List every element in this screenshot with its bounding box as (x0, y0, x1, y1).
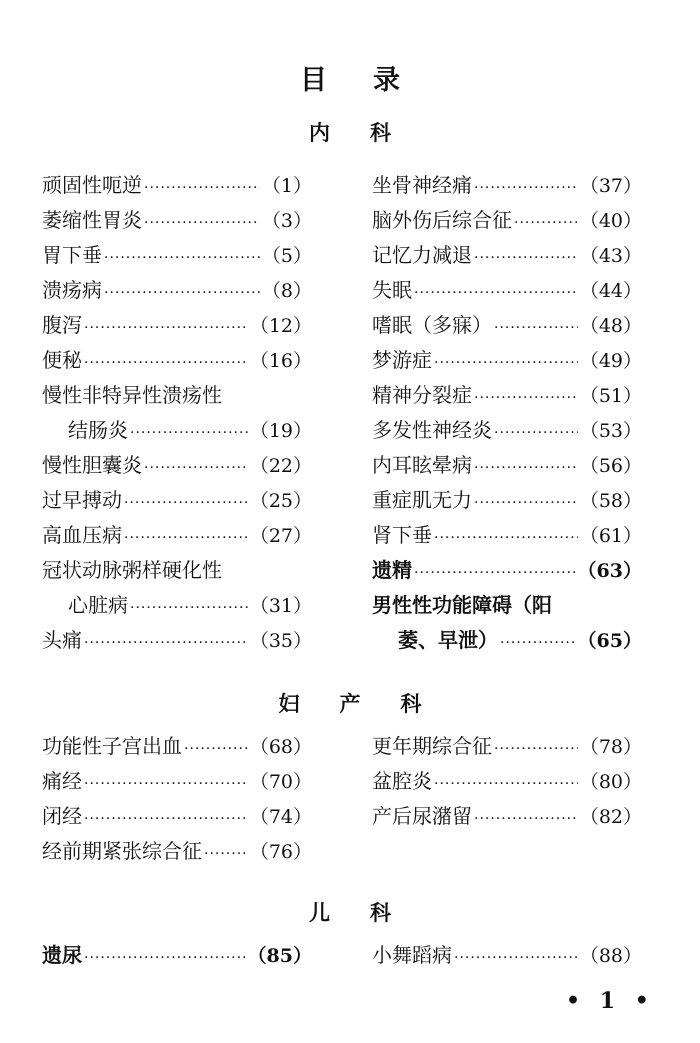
toc-entry[interactable] (372, 273, 642, 308)
toc-entry[interactable] (372, 343, 642, 378)
leader-dots (414, 556, 576, 591)
leader-dots (474, 486, 578, 521)
toc-entry[interactable] (372, 308, 642, 343)
entry-title: 萎缩性胃炎 (42, 208, 142, 232)
toc-entry-first-line[interactable]: 慢性非特异性溃疡性 (42, 383, 222, 407)
entry-title: 闭经 (42, 804, 82, 828)
toc-entry[interactable] (372, 378, 642, 413)
entry-page: （22） (249, 455, 312, 477)
entry-page: （31） (249, 595, 312, 617)
entry-title: 心脏病 (68, 593, 128, 617)
toc-entry[interactable] (42, 483, 312, 518)
entry-title: 梦游症 (372, 348, 432, 372)
entry-title: 内耳眩晕病 (372, 453, 472, 477)
toc-column-fuchanke-right (372, 729, 642, 834)
toc-entry[interactable] (372, 938, 642, 973)
entry-page: （68） (249, 736, 312, 758)
leader-dots (184, 732, 248, 767)
entry-title: 小舞蹈病 (372, 943, 452, 967)
entry-title: 头痛 (42, 628, 82, 652)
page-number: • 1 • (566, 988, 655, 1014)
entry-title: 遗精 (372, 558, 412, 582)
toc-entry[interactable] (372, 764, 642, 799)
toc-entry[interactable] (372, 799, 642, 834)
entry-title: 便秘 (42, 348, 82, 372)
toc-entry[interactable] (42, 168, 312, 203)
section-title-neike: 内科 (309, 120, 431, 145)
toc-entry[interactable] (42, 938, 312, 973)
entry-page: （49） (579, 350, 642, 372)
leader-dots (84, 941, 246, 976)
toc-column-neike-left (42, 168, 312, 658)
leader-dots (104, 241, 260, 276)
leader-dots (124, 486, 248, 521)
entry-page: （70） (249, 771, 312, 793)
toc-entry[interactable] (372, 623, 642, 658)
toc-entry[interactable] (42, 518, 312, 553)
entry-page: （74） (249, 806, 312, 828)
entry-page: （16） (249, 350, 312, 372)
entry-title: 结肠炎 (68, 418, 128, 442)
entry-title: 脑外伤后综合征 (372, 208, 512, 232)
toc-entry[interactable] (42, 623, 312, 658)
entry-page: （85） (247, 945, 312, 967)
toc-entry[interactable] (372, 238, 642, 273)
leader-dots (474, 802, 578, 837)
leader-dots (474, 451, 578, 486)
entry-title: 高血压病 (42, 523, 122, 547)
entry-title: 慢性胆囊炎 (42, 453, 142, 477)
leader-dots (84, 767, 248, 802)
entry-page: （61） (579, 525, 642, 547)
entry-page: （1） (261, 175, 312, 197)
entry-title: 过早搏动 (42, 488, 122, 512)
leader-dots (494, 416, 578, 451)
entry-title: 经前期紧张综合征 (42, 839, 202, 863)
leader-dots (414, 276, 578, 311)
toc-entry[interactable] (372, 448, 642, 483)
entry-title: 嗜眠（多寐） (372, 313, 492, 337)
toc-entry[interactable] (372, 518, 642, 553)
section-title-fuchanke: 妇产科 (278, 691, 462, 716)
leader-dots (84, 346, 248, 381)
entry-page: （88） (579, 945, 642, 967)
toc-entry[interactable] (372, 553, 642, 588)
toc-entry[interactable] (42, 413, 312, 448)
entry-page: （12） (249, 315, 312, 337)
leader-dots (434, 521, 578, 556)
leader-dots (434, 767, 578, 802)
toc-entry[interactable] (42, 238, 312, 273)
entry-title: 肾下垂 (372, 523, 432, 547)
toc-column-erke-right (372, 938, 642, 973)
leader-dots (84, 802, 248, 837)
entry-title: 重症肌无力 (372, 488, 472, 512)
entry-page: （80） (579, 771, 642, 793)
toc-entry[interactable] (42, 308, 312, 343)
entry-title: 胃下垂 (42, 243, 102, 267)
entry-page: （37） (579, 175, 642, 197)
leader-dots (84, 311, 248, 346)
toc-column-erke-left (42, 938, 312, 973)
leader-dots (130, 591, 248, 626)
page-title: 目录 (300, 65, 446, 96)
entry-page: （78） (579, 736, 642, 758)
entry-page: （19） (249, 420, 312, 442)
entry-page: （48） (579, 315, 642, 337)
toc-entry[interactable] (372, 413, 642, 448)
toc-entry[interactable] (42, 729, 312, 764)
entry-page: （63） (577, 560, 642, 582)
leader-dots (104, 276, 260, 311)
toc-entry-first-line[interactable]: 男性性功能障碍（阳 (372, 593, 552, 617)
toc-entry[interactable] (42, 343, 312, 378)
leader-dots (500, 626, 576, 661)
section-title-erke: 儿科 (309, 900, 431, 925)
entry-title: 盆腔炎 (372, 769, 432, 793)
leader-dots (124, 521, 248, 556)
entry-title: 坐骨神经痛 (372, 173, 472, 197)
toc-entry[interactable] (42, 764, 312, 799)
entry-page: （53） (579, 420, 642, 442)
entry-page: （27） (249, 525, 312, 547)
toc-entry-first-line[interactable]: 冠状动脉粥样硬化性 (42, 558, 222, 582)
toc-column-fuchanke-left (42, 729, 312, 869)
entry-title: 精神分裂症 (372, 383, 472, 407)
leader-dots (204, 837, 248, 872)
entry-page: （43） (579, 245, 642, 267)
toc-entry[interactable] (372, 483, 642, 518)
entry-title: 顽固性呃逆 (42, 173, 142, 197)
leader-dots (130, 416, 248, 451)
entry-page: （65） (577, 630, 642, 652)
entry-title: 产后尿潴留 (372, 804, 472, 828)
entry-title: 溃疡病 (42, 278, 102, 302)
entry-page: （82） (579, 806, 642, 828)
entry-title: 遗尿 (42, 943, 82, 967)
toc-entry[interactable] (42, 799, 312, 834)
leader-dots (474, 381, 578, 416)
entry-title: 记忆力减退 (372, 243, 472, 267)
entry-page: （44） (579, 280, 642, 302)
leader-dots (474, 171, 578, 206)
entry-page: （51） (579, 385, 642, 407)
entry-page: （56） (579, 455, 642, 477)
toc-entry[interactable] (42, 448, 312, 483)
entry-title: 多发性神经炎 (372, 418, 492, 442)
entry-page: （40） (579, 210, 642, 232)
leader-dots (144, 171, 260, 206)
leader-dots (454, 941, 578, 976)
leader-dots (494, 311, 578, 346)
leader-dots (494, 732, 578, 767)
toc-entry[interactable] (42, 203, 312, 238)
entry-title: 腹泻 (42, 313, 82, 337)
toc-column-neike-right (372, 168, 642, 658)
entry-title: 更年期综合征 (372, 734, 492, 758)
toc-entry[interactable] (372, 203, 642, 238)
entry-title: 痛经 (42, 769, 82, 793)
toc-entry[interactable] (42, 834, 312, 869)
entry-page: （25） (249, 490, 312, 512)
entry-page: （5） (261, 245, 312, 267)
entry-page: （3） (261, 210, 312, 232)
entry-page: （35） (249, 630, 312, 652)
entry-page: （8） (261, 280, 312, 302)
toc-entry[interactable] (372, 168, 642, 203)
toc-entry[interactable] (42, 588, 312, 623)
toc-entry[interactable] (372, 729, 642, 764)
entry-title: 失眠 (372, 278, 412, 302)
leader-dots (434, 346, 578, 381)
entry-page: （76） (249, 841, 312, 863)
leader-dots (474, 241, 578, 276)
leader-dots (144, 206, 260, 241)
leader-dots (144, 451, 248, 486)
leader-dots (514, 206, 578, 241)
entry-title: 功能性子宫出血 (42, 734, 182, 758)
toc-entry[interactable] (42, 273, 312, 308)
leader-dots (84, 626, 248, 661)
entry-page: （58） (579, 490, 642, 512)
entry-title: 萎、早泄） (398, 628, 498, 652)
